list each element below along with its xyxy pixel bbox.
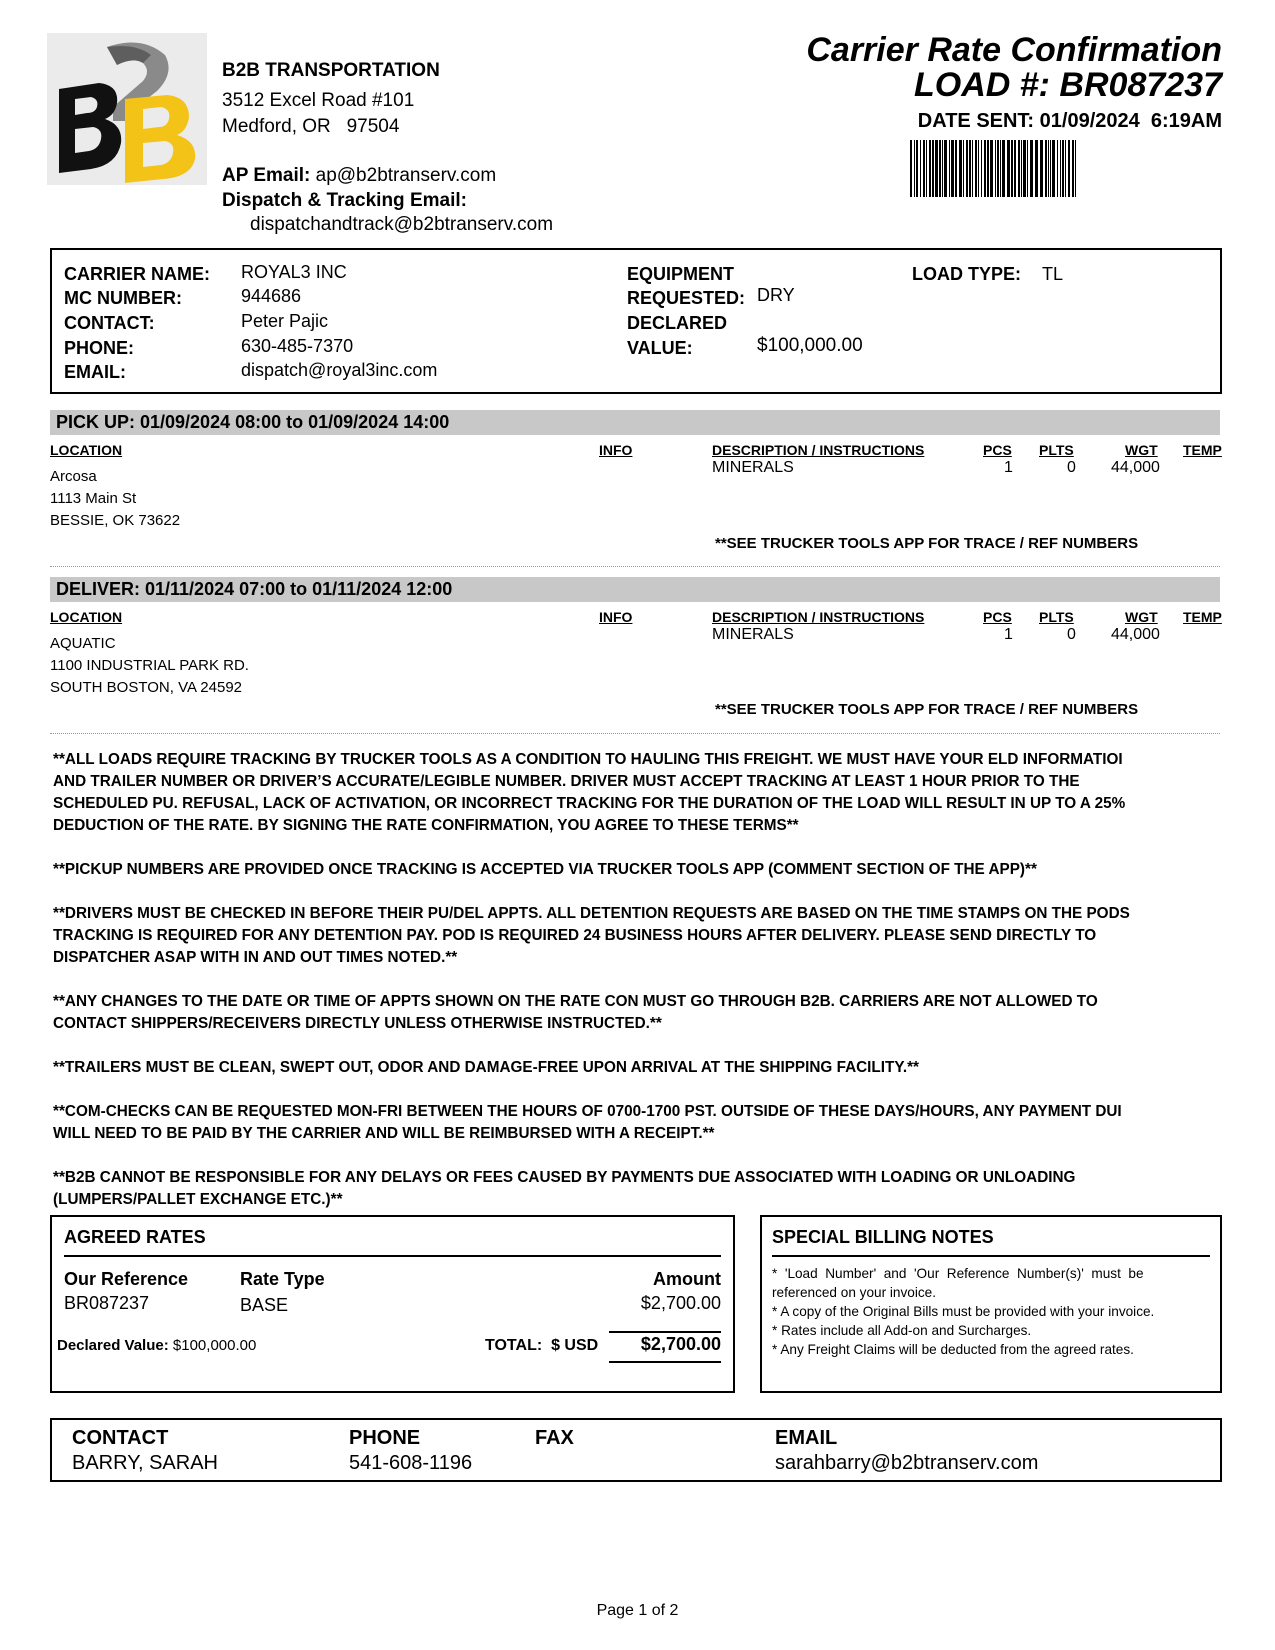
mc-number-label: MC NUMBER: [64, 288, 182, 308]
email-label: EMAIL [775, 1427, 838, 1449]
col-plts: PLTS [1039, 442, 1074, 458]
terms-paragraph [53, 991, 1220, 1035]
rates-heading-rule [64, 1255, 721, 1257]
contact-email[interactable]: sarahbarry@b2btranserv.com [775, 1452, 1039, 1474]
declared-label: DECLARED [627, 313, 728, 333]
company-emails [222, 163, 496, 213]
total-label: TOTAL: $ USD [485, 1337, 599, 1354]
delivery-pcs: 1 [1004, 626, 1013, 643]
col-wgt: WGT [1125, 442, 1158, 458]
divider [50, 733, 1220, 734]
carrier-name-label: CARRIER NAME: [64, 264, 210, 284]
equipment-value: DRY [757, 285, 795, 305]
declared-value-amount: $100,000.00 [172, 1337, 257, 1354]
ref-label: Our Reference [64, 1269, 189, 1289]
load-type-label: LOAD TYPE: [912, 264, 1022, 284]
email-label: EMAIL: [64, 362, 126, 382]
billing-note: * 'Load Number' and 'Our Reference Number(s)' must be [772, 1266, 1144, 1281]
col-pcs: PCS [983, 442, 1012, 458]
delivery-location-name: AQUATIC [50, 635, 116, 652]
total-value: $2,700.00 [640, 1334, 721, 1354]
billing-note: * A copy of the Original Bills must be provided with your invoice. [772, 1304, 1155, 1319]
contact-label: CONTACT: [64, 313, 155, 333]
delivery-location [50, 633, 249, 699]
rate-type-value: BASE [240, 1295, 289, 1315]
pickup-location-street: 1113 Main St [50, 490, 137, 507]
declared-value: $100,000.00 [757, 335, 863, 356]
dispatch-email-label: Dispatch & Tracking Email: [222, 190, 467, 211]
terms-line: TRACKING IS REQUIRED FOR ANY DETENTION PAY. POD IS REQUIRED 24 BUSINESS HOURS AFTER DELIVERY. PLEASE SEND DIRECTLY TO [53, 927, 1097, 944]
col-temp: TEMP [1183, 442, 1222, 458]
terms-section [53, 749, 1220, 1233]
col-location: LOCATION [50, 609, 123, 625]
page-number: Page 1 of 2 [596, 1602, 679, 1619]
ap-email-label: AP Email: [222, 165, 311, 186]
company-address [222, 88, 414, 140]
terms-paragraph [53, 903, 1220, 969]
pickup-location-name: Arcosa [50, 468, 97, 485]
contact-name: BARRY, SARAH [72, 1452, 218, 1474]
load-type: TL [1042, 264, 1064, 284]
company-name: B2B TRANSPORTATION [222, 60, 440, 81]
col-plts: PLTS [1039, 609, 1074, 625]
col-info: INFO [599, 442, 633, 458]
terms-line: **COM-CHECKS CAN BE REQUESTED MON-FRI BETWEEN THE HOURS OF 0700-1700 PST. OUTSIDE OF THESE DAYS/HOURS, ANY PAYMENT DUI [53, 1103, 1122, 1120]
delivery-location-city: SOUTH BOSTON, VA 24592 [50, 679, 243, 696]
declared-value-line [57, 1337, 256, 1354]
billing-notes-list [772, 1264, 1212, 1359]
billing-heading: SPECIAL BILLING NOTES [772, 1227, 994, 1247]
ap-email[interactable]: ap@b2btranserv.com [315, 165, 497, 186]
col-wgt: WGT [1125, 609, 1158, 625]
carrier-name: ROYAL3 INC [241, 262, 347, 282]
contact-phone: 541-608-1196 [349, 1452, 473, 1474]
terms-paragraph [53, 1101, 1220, 1145]
equipment-label: EQUIPMENT [627, 264, 735, 284]
contact-box [50, 1418, 1222, 1482]
pickup-pcs: 1 [1004, 459, 1013, 476]
billing-notes-box [760, 1215, 1222, 1393]
terms-line: WILL NEED TO BE PAID BY THE CARRIER AND WILL BE REIMBURSED WITH A RECEIPT.** [53, 1125, 715, 1142]
pickup-location-city: BESSIE, OK 73622 [50, 512, 181, 529]
terms-line: (LUMPERS/PALLET EXCHANGE ETC.)** [53, 1191, 343, 1208]
delivery-note: **SEE TRUCKER TOOLS APP FOR TRACE / REF NUMBERS [715, 701, 1139, 718]
document-title [806, 33, 1222, 103]
billing-note: referenced on your invoice. [772, 1285, 936, 1300]
billing-note: * Any Freight Claims will be deducted from the agreed rates. [772, 1342, 1134, 1357]
ref-value: BR087237 [64, 1293, 150, 1313]
carrier-contact: Peter Pajic [241, 311, 329, 331]
date-sent: DATE SENT: 01/09/2024 6:19AM [917, 110, 1222, 132]
load-number: LOAD #: BR087237 [913, 66, 1222, 104]
terms-line: AND TRAILER NUMBER OR DRIVER’S ACCURATE/LEGIBLE NUMBER. DRIVER MUST ACCEPT TRACKING AT LEAST 1 HOUR PRIOR TO THE [53, 773, 1080, 790]
terms-line: SCHEDULED PU. REFUSAL, LACK OF ACTIVATION, OR INCORRECT TRACKING FOR THE DURATION OF THE LOAD WILL RESULT IN UP TO A 25% [53, 795, 1126, 812]
terms-line: DEDUCTION OF THE RATE. BY SIGNING THE RATE CONFIRMATION, YOU AGREE TO THESE TERMS** [53, 817, 799, 834]
dispatch-email[interactable]: dispatchandtrack@b2btranserv.com [250, 214, 554, 235]
requested-label: REQUESTED: [627, 288, 746, 308]
billing-note: * Rates include all Add-on and Surcharges. [772, 1323, 1032, 1338]
delivery-description: MINERALS [712, 626, 794, 643]
col-pcs: PCS [983, 609, 1012, 625]
pickup-location [50, 466, 180, 532]
delivery-header: DELIVER: 01/11/2024 07:00 to 01/11/2024 12:00 [50, 577, 1220, 602]
delivery-location-street: 1100 INDUSTRIAL PARK RD. [50, 657, 249, 674]
delivery-wgt: 44,000 [1111, 626, 1160, 643]
terms-line: DISPATCHER ASAP WITH IN AND OUT TIMES NOTED.** [53, 949, 458, 966]
delivery-plts: 0 [1067, 626, 1076, 643]
terms-line: CONTACT SHIPPERS/RECEIVERS DIRECTLY UNLESS OTHERWISE INSTRUCTED.** [53, 1015, 662, 1032]
pickup-plts: 0 [1067, 459, 1076, 476]
pickup-header: PICK UP: 01/09/2024 08:00 to 01/09/2024 14:00 [50, 410, 1220, 435]
terms-paragraph [53, 859, 1220, 881]
terms-line: **DRIVERS MUST BE CHECKED IN BEFORE THEIR PU/DEL APPTS. ALL DETENTION REQUESTS ARE BASED ON THE TIME STAMPS ON THE PODS [53, 905, 1130, 922]
total-underline [609, 1361, 721, 1363]
value-label: VALUE: [627, 338, 693, 358]
total-rule [609, 1331, 721, 1333]
terms-line: **PICKUP NUMBERS ARE PROVIDED ONCE TRACKING IS ACCEPTED VIA TRUCKER TOOLS APP (COMMENT SECTION OF THE APP)** [53, 861, 1037, 878]
terms-paragraph [53, 1057, 1220, 1079]
divider [50, 566, 1220, 567]
pickup-wgt: 44,000 [1111, 459, 1160, 476]
billing-heading-rule [772, 1255, 1210, 1257]
rates-heading: AGREED RATES [64, 1227, 206, 1247]
amount-value: $2,700.00 [640, 1293, 721, 1313]
agreed-rates-box [50, 1215, 735, 1393]
terms-line: **ANY CHANGES TO THE DATE OR TIME OF APPTS SHOWN ON THE RATE CON MUST GO THROUGH B2B. CARRIERS ARE NOT ALLOWED TO [53, 993, 1098, 1010]
pickup-description: MINERALS [712, 459, 794, 476]
carrier-info-box [50, 248, 1222, 394]
amount-label: Amount [653, 1269, 721, 1289]
declared-value-label: Declared Value: [57, 1337, 169, 1354]
phone-label: PHONE [349, 1427, 421, 1449]
col-location: LOCATION [50, 442, 123, 458]
company-logo [47, 33, 207, 185]
pickup-note: **SEE TRUCKER TOOLS APP FOR TRACE / REF NUMBERS [715, 535, 1139, 552]
carrier-email[interactable]: dispatch@royal3inc.com [241, 360, 438, 380]
terms-line: **ALL LOADS REQUIRE TRACKING BY TRUCKER TOOLS AS A CONDITION TO HAULING THIS FREIGHT. WE MUST HAVE YOUR ELD INFORMATIOI [53, 751, 1123, 768]
fax-label: FAX [535, 1427, 574, 1449]
terms-paragraph [53, 1167, 1220, 1211]
contact-label: CONTACT [72, 1427, 169, 1449]
title-text: Carrier Rate Confirmation [806, 31, 1222, 69]
carrier-phone: 630-485-7370 [241, 336, 354, 356]
address-line-1: 3512 Excel Road #101 [222, 90, 415, 111]
rate-type-label: Rate Type [240, 1269, 325, 1289]
terms-line: **TRAILERS MUST BE CLEAN, SWEPT OUT, ODOR AND DAMAGE-FREE UPON ARRIVAL AT THE SHIPPING FACILITY.** [53, 1059, 920, 1076]
col-temp: TEMP [1183, 609, 1222, 625]
terms-paragraph [53, 749, 1220, 837]
barcode [910, 140, 1078, 197]
terms-line: **B2B CANNOT BE RESPONSIBLE FOR ANY DELAYS OR FEES CAUSED BY PAYMENTS DUE ASSOCIATED WITH LOADING OR UNLOADING [53, 1169, 1076, 1186]
col-description: DESCRIPTION / INSTRUCTIONS [712, 442, 925, 458]
address-line-2: Medford, OR 97504 [222, 116, 400, 137]
mc-number: 944686 [241, 286, 302, 306]
phone-label: PHONE: [64, 338, 135, 358]
col-description: DESCRIPTION / INSTRUCTIONS [712, 609, 925, 625]
col-info: INFO [599, 609, 633, 625]
